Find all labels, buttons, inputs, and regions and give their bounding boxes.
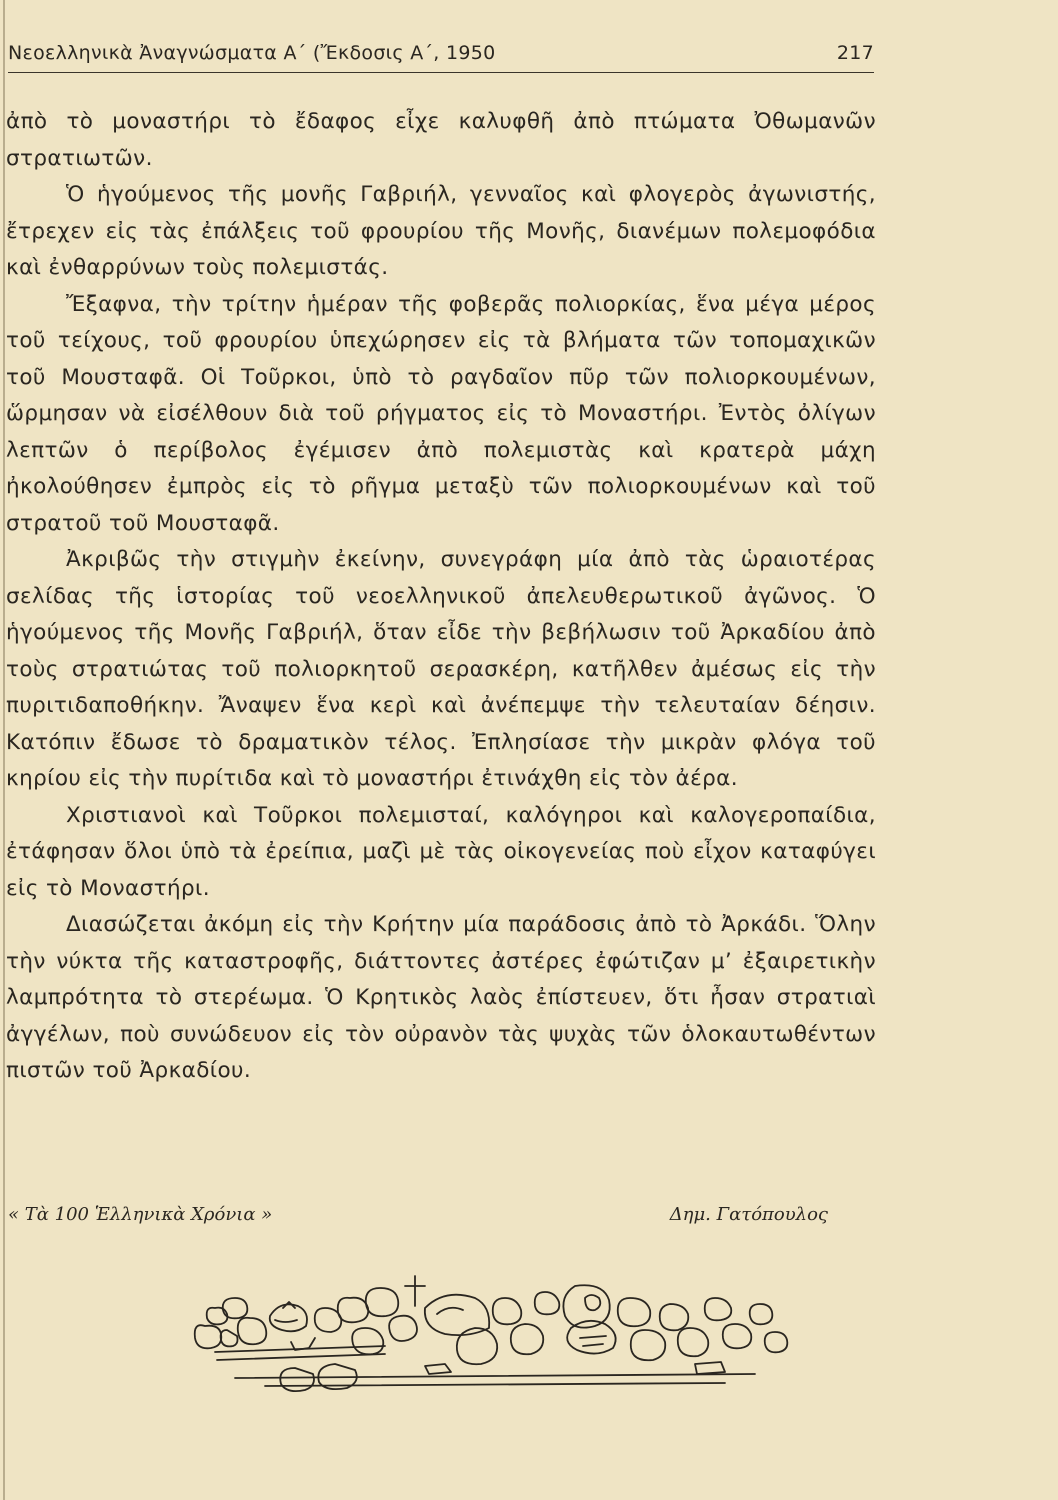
paragraph: Ὁ ἡγούμενος τῆς μονῆς Γαβριήλ, γενναῖος καὶ φλογερὸς ἀγωνιστής, ἔτρεχεν εἰς τὰς ἐπάλξεις τοῦ φρουρίου τῆς Μονῆς, διανέμων πολεμοφόδια καὶ ἐνθαρρύνων τοὺς πολεμιστάς.: [6, 182, 876, 280]
paragraph: Ἔξαφνα, τὴν τρίτην ἡμέραν τῆς φοβερᾶς πολιορκίας, ἕνα μέγα μέρος τοῦ τείχους, τοῦ φρουρίου ὑπεχώρησεν εἰς τὰ βλήματα τῶν τοπομαχικῶν τοῦ Μουσταφᾶ. Οἱ Τοῦρκοι, ὑπὸ τὸ ραγδαῖον πῦρ τῶν πολιορκουμένων, ὥρμησαν νὰ εἰσέλθουν διὰ τοῦ ρήγματος εἰς τὸ Μοναστήρι. Ἐντὸς ὀλίγων λεπτῶν ὁ περίβολος ἐγέμισεν ἀπὸ πολεμιστὰς καὶ κρατερὰ μάχη ἠκολούθησεν ἐμπρὸς εἰς τὸ ρῆγμα μεταξὺ τῶν πολιορκουμένων καὶ τοῦ στρατοῦ τοῦ Μουσταφᾶ.: [6, 291, 876, 536]
page-edge: [3, 0, 5, 1500]
running-head: [8, 42, 874, 72]
ruins-drawing-icon: [175, 1268, 815, 1398]
paragraph: Διασώζεται ἀκόμη εἰς τὴν Κρήτην μία παράδοσις ἀπὸ τὸ Ἀρκάδι. Ὅλην τὴν νύκτα τῆς καταστροφῆς, διάττοντες ἀστέρες ἐφώτιζαν μ’ ἐξαιρετικὴν λαμπρότητα τὸ στερέωμα. Ὁ Κρητικὸς λαὸς ἐπίστευεν, ὅτι ἦσαν στρατιαὶ ἀγγέλων, ποὺ συνώδευον εἰς τὸν οὐρανὸν τὰς ψυχὰς τῶν ὁλοκαυτωθέντων πιστῶν τοῦ Ἀρκαδίου.: [6, 912, 876, 1083]
book-title: Νεοελληνικὰ Ἀναγνώσματα Α΄ (Ἔκδοσις Α΄, 1950: [8, 42, 496, 64]
paragraph: ἀπὸ τὸ μοναστήρι τὸ ἔδαφος εἶχε καλυφθῆ ἀπὸ πτώματα Ὀθωμανῶν στρατιωτῶν.: [6, 109, 876, 171]
body-text: [6, 104, 876, 1090]
paragraph: Ἀκριβῶς τὴν στιγμὴν ἐκείνην, συνεγράφη μία ἀπὸ τὰς ὡραιοτέρας σελίδας τῆς ἱστορίας τοῦ νεοελληνικοῦ ἀπελευθερωτικοῦ ἀγῶνος. Ὁ ἡγούμενος τῆς Μονῆς Γαβριήλ, ὅταν εἶδε τὴν βεβήλωσιν τοῦ Ἀρκαδίου ἀπὸ τοὺς στρατιώτας τοῦ πολιορκητοῦ σερασκέρη, κατῆλθεν ἀμέσως εἰς τὴν πυριτιδαποθήκην. Ἄναψεν ἕνα κερὶ καὶ ἀνέπεμψε τὴν τελευταίαν δέησιν. Κατόπιν ἔδωσε τὸ δραματικὸν τέλος. Ἐπλησίασε τὴν μικρὰν φλόγα τοῦ κηρίου εἰς τὴν πυρίτιδα καὶ τὸ μοναστήρι ἐτινάχθη εἰς τὸν ἀέρα.: [6, 547, 876, 791]
author-name: Δημ. Γατόπουλος: [669, 1204, 828, 1225]
credits: [8, 1204, 828, 1234]
paragraph: Χριστιανοὶ καὶ Τοῦρκοι πολεμισταί, καλόγηροι καὶ καλογεροπαίδια, ἐτάφησαν ὅλοι ὑπὸ τὰ ἐρείπια, μαζὶ μὲ τὰς οἰκογενείας ποὺ εἶχον καταφύγει εἰς τὸ Μοναστήρι.: [6, 802, 876, 901]
header-rule: [8, 72, 874, 73]
source-citation: « Τὰ 100 Ἑλληνικὰ Χρόνια »: [8, 1204, 273, 1225]
page-number: 217: [836, 42, 874, 64]
